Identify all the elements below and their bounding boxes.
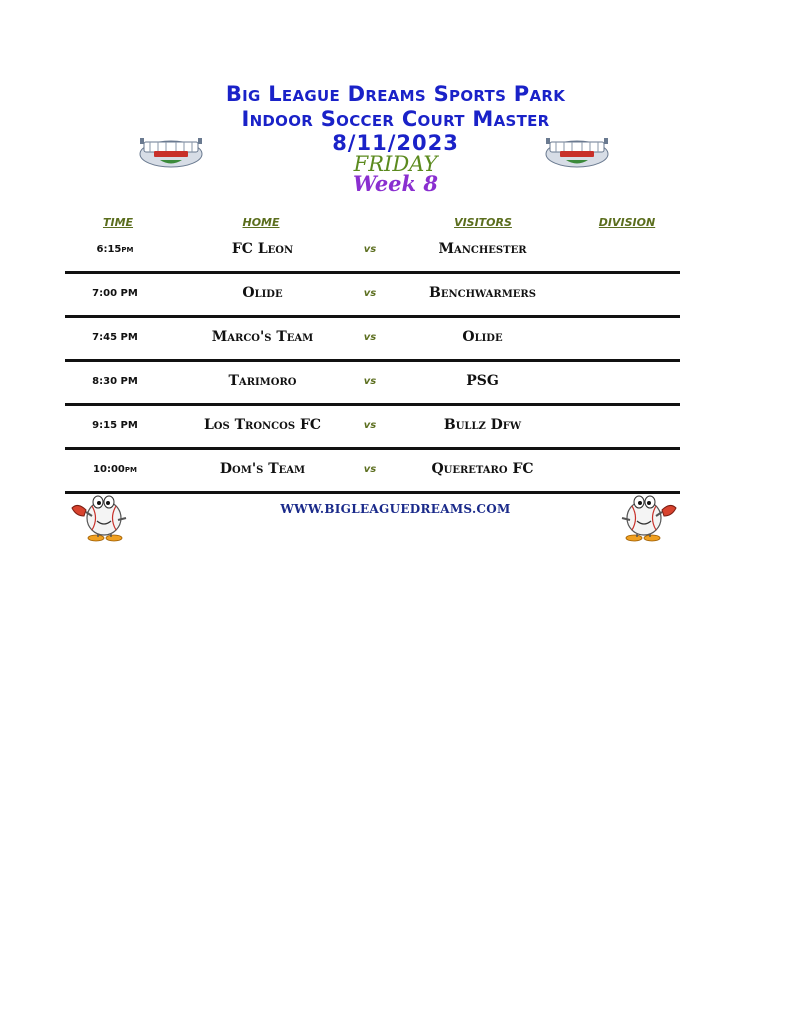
column-header-division: DIVISION bbox=[598, 216, 656, 229]
game-time: 10:00pm bbox=[93, 464, 137, 475]
baseball-mascot-icon bbox=[610, 494, 684, 542]
visiting-team: PSG bbox=[466, 373, 499, 389]
table-row bbox=[65, 318, 680, 362]
home-team: Tarimoro bbox=[228, 373, 297, 389]
vs-label: vs bbox=[363, 464, 377, 475]
column-header-visitors: VISITORS bbox=[454, 216, 512, 229]
vs-label: vs bbox=[363, 420, 377, 431]
table-row bbox=[65, 406, 680, 450]
home-team: Dom's Team bbox=[219, 461, 306, 477]
vs-label: vs bbox=[363, 376, 377, 387]
schedule-title: Indoor Soccer Court Master bbox=[241, 107, 550, 131]
schedule-day: FRIDAY bbox=[353, 152, 438, 176]
home-team: Marco's Team bbox=[211, 329, 314, 345]
vs-label: vs bbox=[363, 244, 377, 255]
visiting-team: Olide bbox=[462, 329, 503, 345]
column-header-time: TIME bbox=[102, 216, 134, 229]
visiting-team: Queretaro FC bbox=[431, 461, 534, 477]
home-team: FC Leon bbox=[231, 241, 294, 257]
table-row bbox=[65, 450, 680, 494]
game-time: 7:45 PM bbox=[92, 332, 138, 343]
park-name: Big League Dreams Sports Park bbox=[225, 82, 566, 106]
schedule-week: Week 8 bbox=[352, 171, 439, 196]
stadium-logo-icon bbox=[544, 134, 610, 170]
baseball-mascot-icon bbox=[64, 494, 138, 542]
visiting-team: Benchwarmers bbox=[429, 285, 536, 301]
schedule-date: 8/11/2023 bbox=[332, 131, 459, 155]
game-time: 6:15pm bbox=[96, 244, 134, 255]
table-row bbox=[65, 362, 680, 406]
table-row bbox=[65, 274, 680, 318]
visiting-team: Manchester bbox=[438, 241, 527, 257]
vs-label: vs bbox=[363, 288, 377, 299]
vs-label: vs bbox=[363, 332, 377, 343]
table-row bbox=[65, 233, 680, 274]
website-link[interactable]: WWW.BIGLEAGUEDREAMS.COM bbox=[280, 502, 511, 516]
game-time: 7:00 PM bbox=[92, 288, 138, 299]
games-table bbox=[65, 233, 680, 494]
visiting-team: Bullz Dfw bbox=[443, 417, 522, 433]
game-time: 8:30 PM bbox=[92, 376, 138, 387]
home-team: Olide bbox=[242, 285, 283, 301]
game-time: 9:15 PM bbox=[92, 420, 138, 431]
stadium-logo-icon bbox=[138, 134, 204, 170]
column-header-home: HOME bbox=[242, 216, 280, 229]
home-team: Los Troncos FC bbox=[203, 417, 322, 433]
